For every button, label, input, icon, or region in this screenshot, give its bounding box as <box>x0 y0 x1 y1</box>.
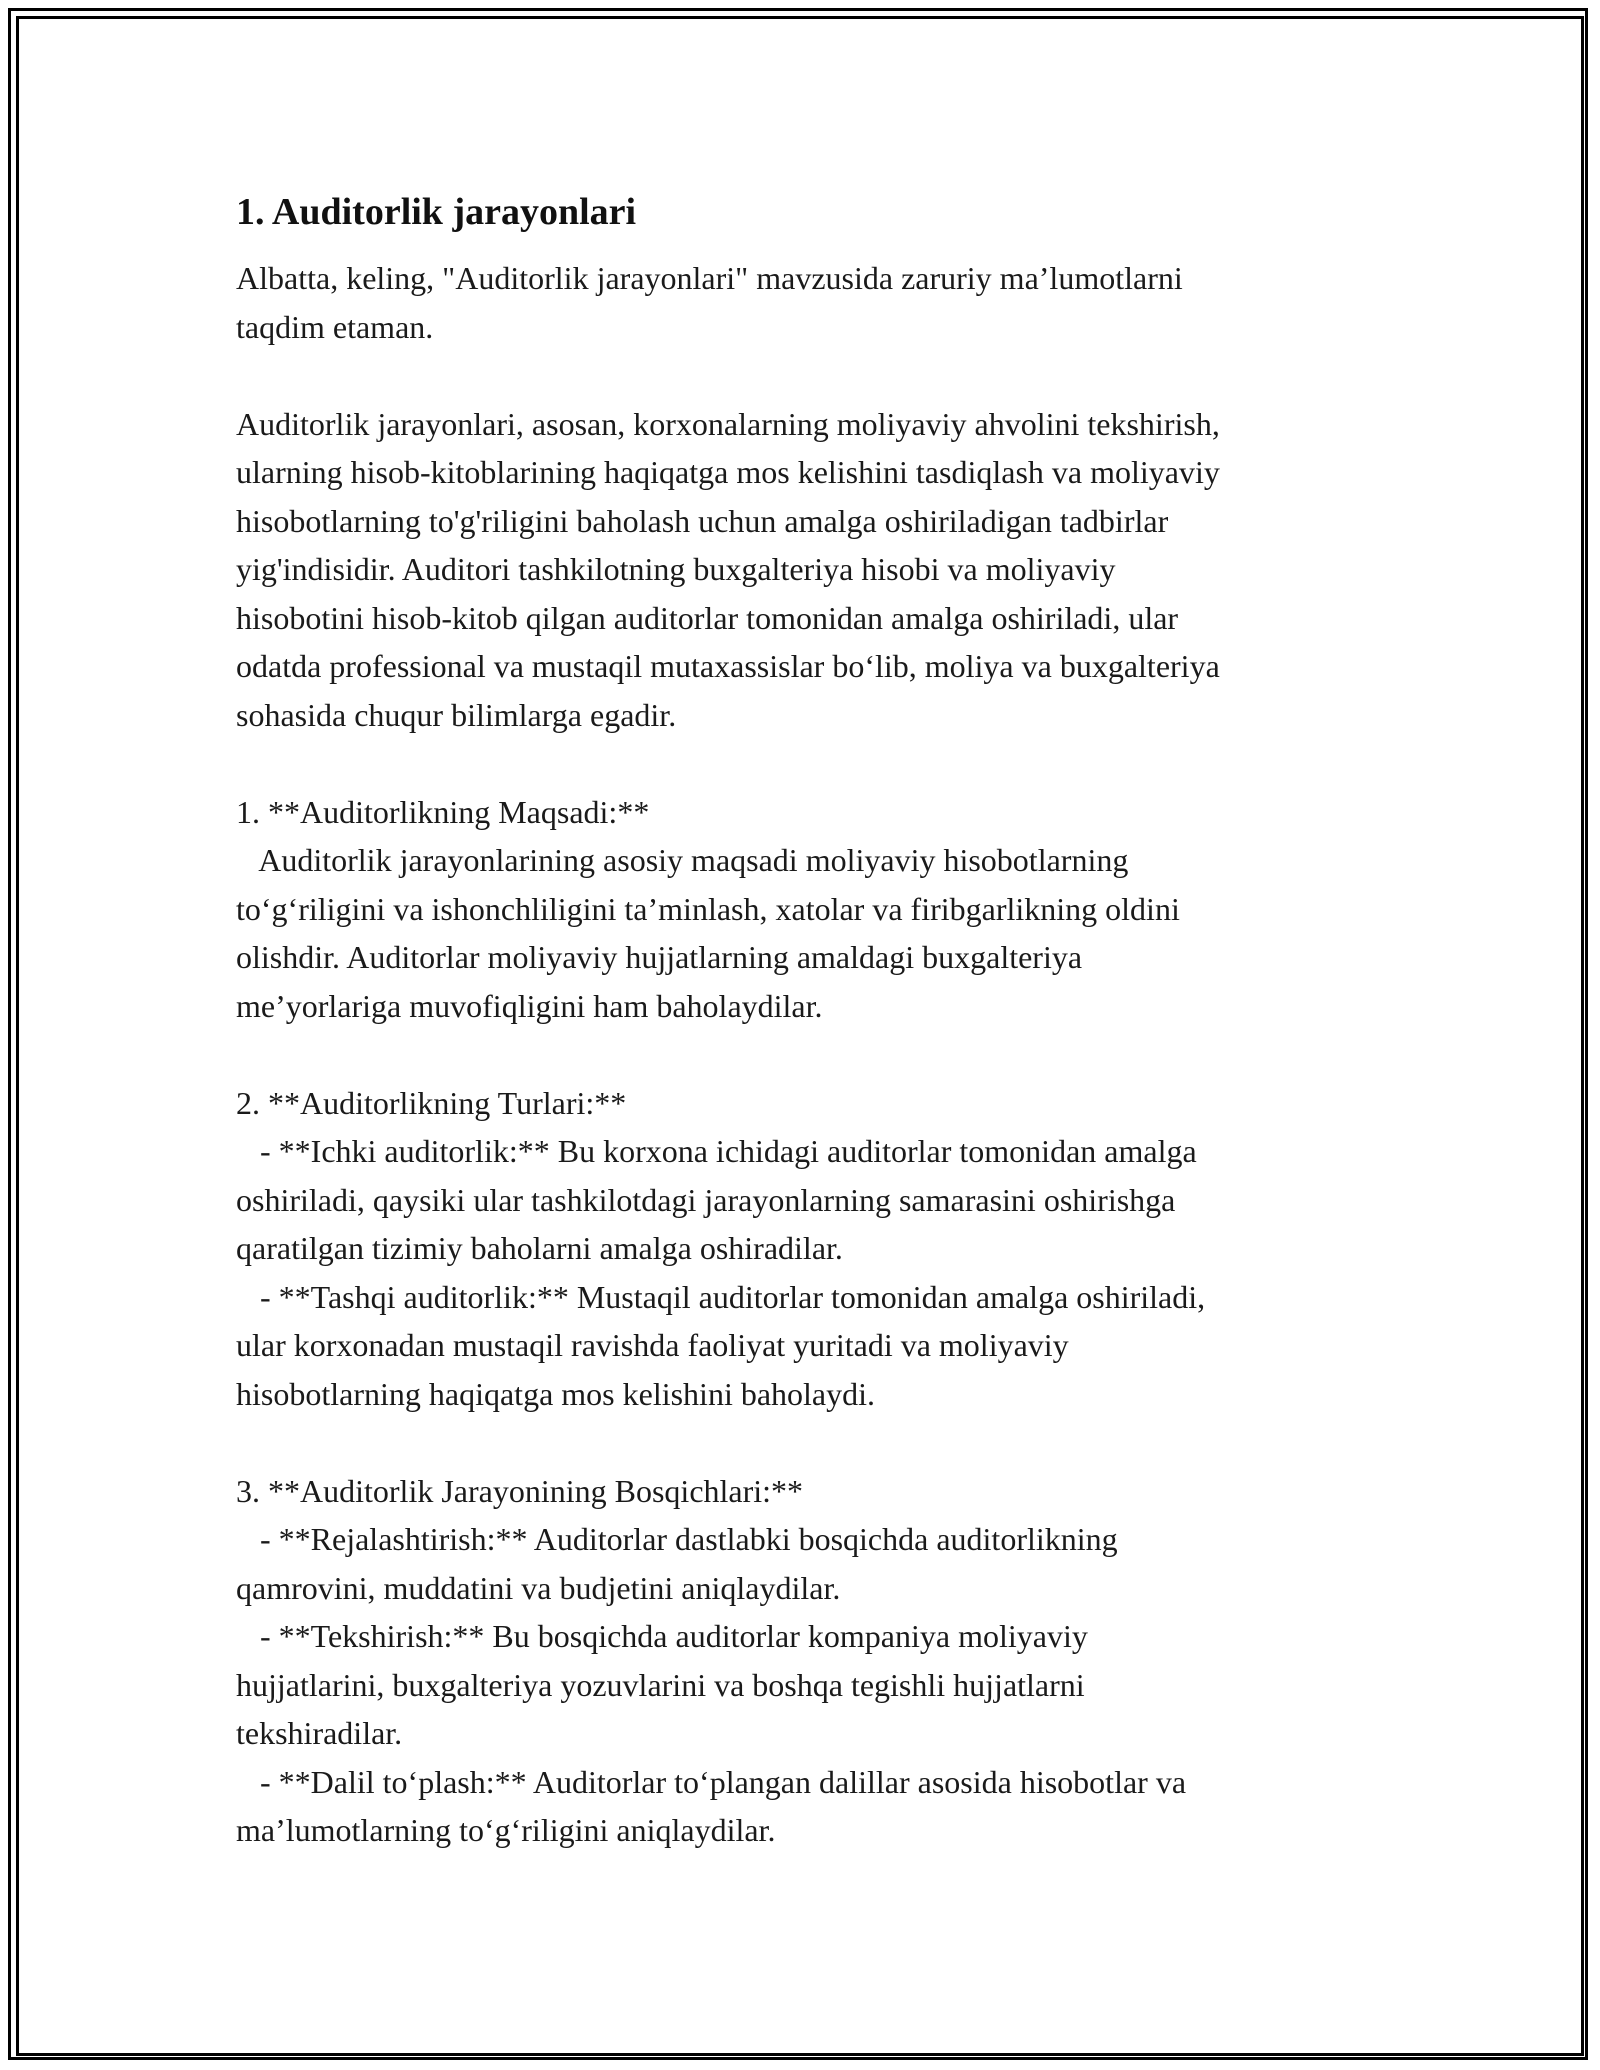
document-body <box>236 254 1376 1855</box>
text-line: oshiriladi, qaysiki ular tashkilotdagi jarayonlarning samarasini oshirishga <box>236 1181 1176 1218</box>
text-line: - **Ichki auditorlik:** Bu korxona ichidagi auditorlar tomonidan amalga <box>236 1133 1197 1169</box>
text-line: 2. **Auditorlikning Turlari:** <box>236 1084 627 1121</box>
document-page <box>236 186 1376 1855</box>
text-line: 3. **Auditorlik Jarayonining Bosqichlari:** <box>236 1472 804 1509</box>
text-line: ular korxonadan mustaqil ravishda faoliyat yuritadi va moliyaviy <box>236 1327 1069 1363</box>
text-line: qamrovini, muddatini va budjetini aniqlaydilar. <box>236 1569 841 1606</box>
text-line: ma’lumotlarning to‘g‘riligini aniqlaydilar. <box>236 1812 776 1848</box>
text-line: to‘g‘riligini va ishonchliligini ta’minlash, xatolar va firibgarlikning oldini <box>236 890 1180 927</box>
text-line: - **Dalil to‘plash:** Auditorlar to‘plangan dalillar asosida hisobotlar va <box>236 1763 1187 1800</box>
document-title: 1. Auditorlik jarayonlari <box>236 191 637 233</box>
text-line: odatda professional va mustaqil mutaxassislar bo‘lib, moliya va buxgalteriya <box>236 648 1220 684</box>
text-line: qaratilgan tizimiy baholarni amalga oshiradilar. <box>236 1230 843 1266</box>
text-line: - **Tashqi auditorlik:** Mustaqil auditorlar tomonidan amalga oshiriladi, <box>236 1278 1206 1315</box>
text-line: ularning hisob-kitoblarining haqiqatga mos kelishini tasdiqlash va moliyaviy <box>236 454 1220 490</box>
text-line: 1. **Auditorlikning Maqsadi:** <box>236 793 650 830</box>
text-line: sohasida chuqur bilimlarga egadir. <box>236 696 677 733</box>
blank-line <box>236 1418 1376 1467</box>
text-line: - **Tekshirish:** Bu bosqichda auditorlar kompaniya moliyaviy <box>236 1618 1088 1654</box>
text-line: hisobotini hisob-kitob qilgan auditorlar tomonidan amalga oshiriladi, ular <box>236 599 1179 636</box>
text-line: hisobotlarning haqiqatga mos kelishini baholaydi. <box>236 1375 876 1412</box>
text-line: me’yorlariga muvofiqligini ham baholaydilar. <box>236 987 823 1024</box>
text-line: tekshiradilar. <box>236 1715 403 1751</box>
text-line: taqdim etaman. <box>236 308 434 345</box>
text-line: - **Rejalashtirish:** Auditorlar dastlabki bosqichda auditorlikning <box>236 1521 1118 1557</box>
blank-line <box>236 739 1376 788</box>
text-line: Albatta, keling, "Auditorlik jarayonlari" mavzusida zaruriy ma’lumotlarni <box>236 260 1183 296</box>
text-line: Auditorlik jarayonlari, asosan, korxonalarning moliyaviy ahvolini tekshirish, <box>236 405 1220 442</box>
blank-line <box>236 351 1376 400</box>
text-line: Auditorlik jarayonlarining asosiy maqsadi moliyaviy hisobotlarning <box>236 842 1129 878</box>
text-line: olishdir. Auditorlar moliyaviy hujjatlarning amaldagi buxgalteriya <box>236 939 1083 975</box>
text-line: hisobotlarning to'g'riligini baholash uchun amalga oshiriladigan tadbirlar <box>236 502 1169 539</box>
text-line: hujjatlarini, buxgalteriya yozuvlarini va boshqa tegishli hujjatlarni <box>236 1666 1085 1703</box>
blank-line <box>236 1030 1376 1079</box>
text-line: yig'indisidir. Auditori tashkilotning buxgalteriya hisobi va moliyaviy <box>236 551 1116 587</box>
